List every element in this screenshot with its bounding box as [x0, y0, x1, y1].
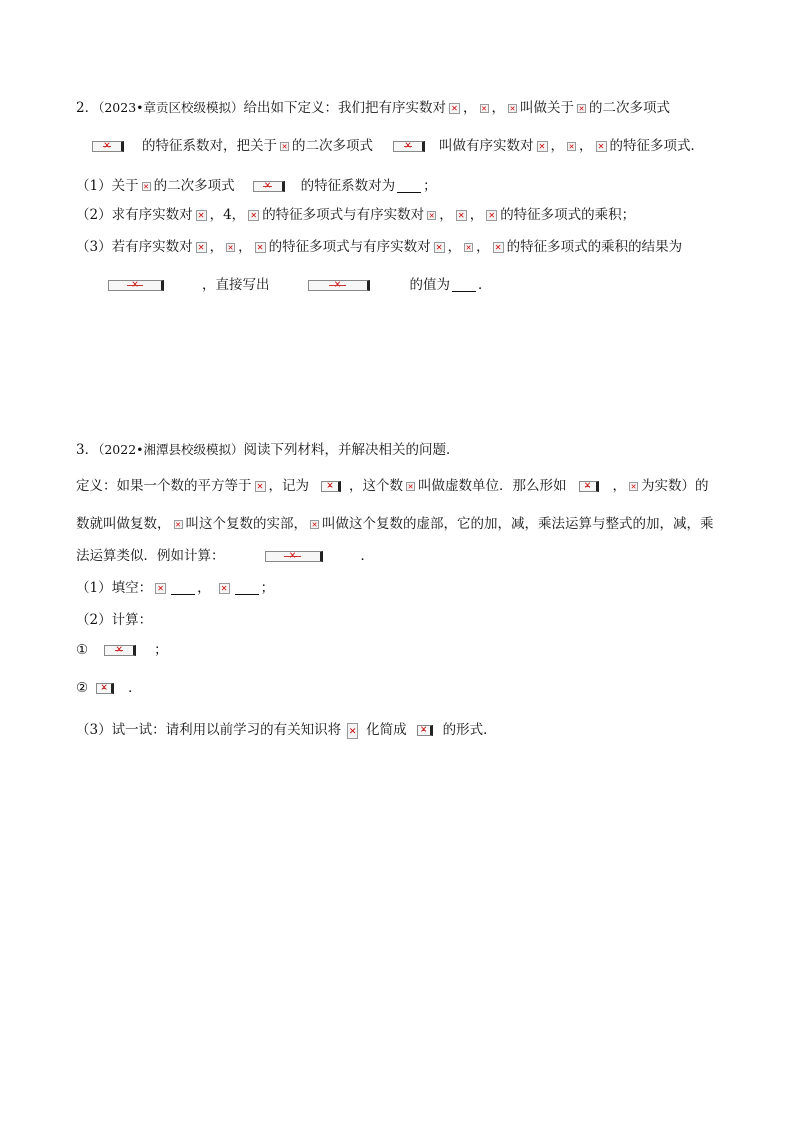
formula-image: [155, 583, 166, 594]
q3-line-1: [76, 440, 460, 460]
q2-part-1: [76, 176, 437, 196]
q2-text: 的特征系数对，把关于: [142, 138, 277, 154]
q3-calc-2: [76, 678, 142, 698]
formula-image: [493, 242, 504, 253]
answer-blank[interactable]: [235, 582, 259, 595]
q3-calc-1: [76, 640, 168, 660]
formula-image: [486, 210, 497, 221]
formula-image: [406, 482, 415, 491]
formula-image: [253, 181, 285, 192]
q2-line-1: [76, 98, 670, 118]
q2-text: ，: [469, 207, 484, 223]
formula-image: [196, 210, 207, 221]
formula-image: [464, 243, 473, 252]
q2-text: ，: [209, 239, 224, 255]
formula-image: [280, 142, 289, 151]
q2-text: 给出如下定义：我们把有序实数对: [243, 100, 447, 116]
q2-text: ，4，: [209, 207, 246, 223]
q2-text: 叫做关于: [520, 100, 575, 116]
q3-text: 叫做虚数单位．那么形如: [418, 478, 567, 494]
q3-text: ，: [612, 478, 626, 494]
q3-def-1: [76, 476, 709, 496]
formula-image: [321, 481, 341, 492]
formula-image: [508, 104, 517, 113]
formula-image: [96, 683, 114, 694]
q3-text: ，: [197, 580, 211, 596]
q2-text: ．: [478, 277, 492, 293]
q3-text: ；: [154, 642, 168, 658]
answer-blank[interactable]: [397, 180, 421, 193]
q3-text: 为实数）的: [641, 478, 709, 494]
formula-image: [480, 104, 489, 113]
q2-text: ，: [439, 207, 453, 223]
q2-text: （2）求有序实数对: [76, 207, 193, 223]
formula-image: [92, 141, 124, 152]
formula-image: [434, 242, 445, 253]
q2-text: （3）若有序实数对: [76, 239, 193, 255]
q2-text: 的特征多项式的乘积；: [500, 207, 636, 223]
q3-number: 3．: [76, 442, 99, 458]
formula-image: [108, 280, 164, 291]
formula-image: [427, 211, 436, 220]
formula-image: [577, 104, 586, 113]
q2-text: 的二次多项式: [153, 178, 235, 194]
q2-number: 2．: [76, 100, 99, 116]
formula-image: [456, 210, 467, 221]
q2-text: 的值为: [409, 277, 450, 293]
q3-text: 叫做这个复数的虚部，它的加，减，乘法运算与整式的加，减，乘: [322, 516, 714, 532]
q2-text: ，: [579, 138, 593, 154]
q3-text: 叫这个复数的实部，: [185, 516, 307, 532]
q2-text: ；: [423, 178, 437, 194]
q2-text: 的特征多项式．: [609, 138, 704, 154]
q2-part-3: [76, 237, 682, 257]
q2-text: ，: [476, 239, 490, 255]
q3-text: ，这个数: [349, 478, 403, 494]
q2-text: 的特征多项式的乘积的结果为: [506, 239, 683, 255]
formula-image: [265, 551, 323, 562]
q3-text: 数就叫做复数，: [76, 516, 171, 532]
formula-image: [219, 583, 230, 594]
formula-image: [567, 142, 576, 151]
q2-part-3-cont: [108, 275, 492, 295]
q2-line-2: [92, 136, 704, 156]
formula-image: [393, 141, 425, 152]
q3-def-2: [76, 514, 714, 534]
q2-text: 的二次多项式: [292, 138, 373, 154]
q3-text: 法运算类似．例如计算：: [76, 548, 225, 564]
q3-text: ①: [76, 642, 89, 658]
q2-text: 叫做有序实数对: [439, 138, 534, 154]
formula-image: [629, 482, 638, 491]
formula-image: [142, 182, 151, 191]
q2-source: （2023•章贡区校级模拟）: [98, 100, 244, 115]
formula-image: [537, 141, 548, 152]
q3-source: （2022•湘潭县校级模拟）: [98, 442, 244, 457]
formula-image: [310, 520, 319, 529]
q3-part-1: [76, 578, 274, 598]
q2-text: ，: [491, 100, 506, 116]
q3-text: ②: [76, 680, 89, 696]
formula-image: [308, 280, 370, 291]
q2-text: 的特征多项式与有序实数对: [268, 239, 431, 255]
q3-part-3: [76, 720, 497, 740]
q3-text: ．: [128, 680, 142, 696]
q2-part-2: [76, 205, 635, 225]
formula-image: [174, 520, 183, 529]
formula-image: [255, 242, 266, 253]
formula-image: [596, 141, 607, 152]
formula-image: [347, 723, 358, 739]
q2-text: 的二次多项式: [589, 100, 671, 116]
q3-text: ．: [360, 548, 374, 564]
q3-def-3: [76, 546, 374, 566]
formula-image: [579, 481, 599, 492]
q3-text: 化简成: [366, 722, 407, 738]
q3-text: （2）计算：: [76, 612, 153, 628]
answer-blank[interactable]: [171, 582, 195, 595]
formula-image: [248, 210, 259, 221]
q3-text: ，记为: [268, 478, 309, 494]
q3-text: 定义：如果一个数的平方等于: [76, 478, 252, 494]
formula-image: [104, 645, 136, 656]
q2-text: （1）关于: [76, 178, 139, 194]
q2-text: ，: [238, 239, 252, 255]
formula-image: [417, 725, 433, 736]
q2-text: ，: [447, 239, 462, 255]
q2-text: ，: [463, 100, 477, 116]
q2-text: ，: [550, 138, 564, 154]
answer-blank[interactable]: [452, 279, 476, 292]
q3-part-2: [76, 610, 152, 630]
q3-text: （1）填空：: [76, 580, 153, 596]
q2-text: ，直接写出: [202, 277, 270, 293]
q3-text: （3）试一试：请利用以前学习的有关知识将: [76, 722, 342, 738]
q2-text: 的特征多项式与有序实数对: [262, 207, 425, 223]
formula-image: [196, 242, 207, 253]
q3-text: 的形式．: [442, 722, 497, 738]
formula-image: [226, 243, 235, 252]
formula-image: [449, 103, 460, 114]
formula-image: [255, 481, 266, 492]
q3-text: 阅读下列材料，并解决相关的问题．: [243, 442, 460, 458]
q3-text: ；: [260, 580, 275, 596]
q2-text: 的特征系数对为: [300, 178, 396, 194]
